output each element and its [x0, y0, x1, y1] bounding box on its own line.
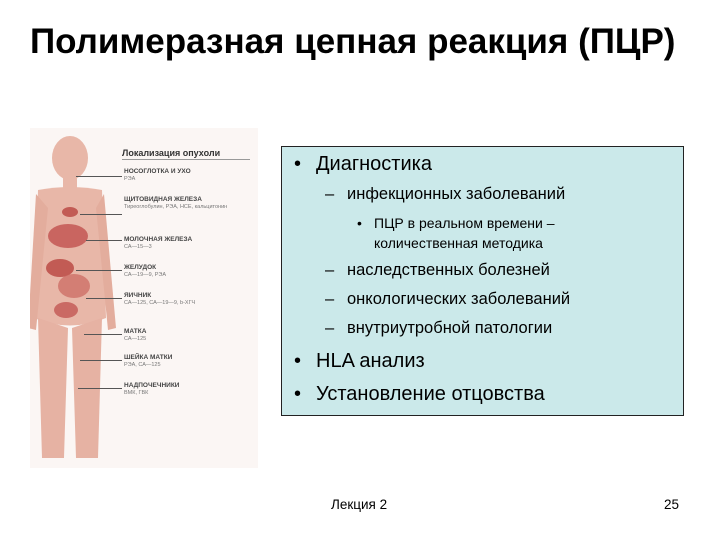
organ-name: НОСОГЛОТКА И УХО — [124, 168, 191, 175]
item-text: HLA анализ — [316, 350, 425, 372]
organ-markers: СА—125 — [124, 336, 147, 342]
item-text: Диагностика — [316, 153, 432, 175]
dash-item — [325, 290, 570, 309]
pointer-line — [80, 214, 122, 215]
organ-markers: РЭА — [124, 176, 136, 182]
footer-lecture: Лекция 2 — [331, 497, 388, 512]
sub-bullet-continuation: количественная методика — [374, 235, 543, 251]
dash-mark: – — [325, 185, 335, 203]
anatomy-figure — [30, 128, 258, 468]
item-text: онкологических заболеваний — [347, 290, 571, 308]
organ-name: МОЛОЧНАЯ ЖЕЛЕЗА — [124, 236, 193, 243]
figure-heading: Локализация опухоли — [122, 148, 221, 158]
organ-label — [124, 382, 254, 397]
organ-label — [124, 354, 254, 369]
item-text: наследственных болезней — [347, 261, 550, 279]
bullet-mark: • — [294, 153, 302, 175]
bullet-item — [294, 153, 432, 176]
pointer-line — [86, 298, 122, 299]
figure-heading-rule — [122, 159, 250, 160]
dash-mark: – — [325, 290, 335, 308]
organ-label — [124, 292, 254, 307]
dash-mark: – — [325, 319, 335, 337]
organ-label — [124, 264, 254, 279]
pointer-line — [76, 270, 122, 271]
content-box — [281, 146, 684, 416]
pointer-line — [76, 176, 122, 177]
organ-label — [124, 236, 254, 251]
slide-title: Полимеразная цепная реакция (ПЦР) — [30, 22, 676, 61]
dash-item — [325, 185, 565, 204]
pointer-line — [78, 388, 122, 389]
bullet-mark: • — [294, 383, 302, 405]
organ-label — [124, 168, 254, 183]
organ-name: МАТКА — [124, 328, 147, 335]
organ-markers: СА—15—3 — [124, 244, 152, 250]
organ-markers: СА—125, СА—19—9, b-ХГЧ — [124, 300, 196, 306]
organ-label — [124, 328, 254, 343]
bullet-mark: • — [357, 215, 362, 231]
item-text: ПЦР в реальном времени – — [374, 215, 555, 231]
organ-name: ШЕЙКА МАТКИ — [124, 354, 173, 361]
bullet-item — [294, 383, 545, 406]
dash-item — [325, 319, 552, 338]
bullet-mark: • — [294, 350, 302, 372]
page-number: 25 — [664, 497, 680, 512]
organ-name: ЩИТОВИДНАЯ ЖЕЛЕЗА — [124, 196, 202, 203]
dash-mark: – — [325, 261, 335, 279]
organ-label — [124, 196, 254, 211]
organ-name: НАДПОЧЕЧНИКИ — [124, 382, 180, 389]
organ-markers: Тиреоглобулин, РЭА, НСЕ, кальцитонин — [124, 204, 228, 210]
organ-name: ЖЕЛУДОК — [124, 264, 157, 271]
item-text: внутриутробной патологии — [347, 319, 553, 337]
pointer-line — [84, 334, 122, 335]
organ-markers: СА—19—9, РЭА — [124, 272, 167, 278]
item-text: инфекционных заболеваний — [347, 185, 566, 203]
pointer-line — [86, 240, 122, 241]
organ-markers: ВМК, ГВК — [124, 390, 149, 396]
dash-item — [325, 261, 550, 280]
sub-bullet-item — [357, 215, 554, 231]
organ-markers: РЭА, СА—125 — [124, 362, 161, 368]
organ-name: ЯИЧНИК — [124, 292, 152, 299]
pointer-line — [80, 360, 122, 361]
bullet-item — [294, 350, 425, 373]
item-text: Установление отцовства — [316, 383, 545, 405]
